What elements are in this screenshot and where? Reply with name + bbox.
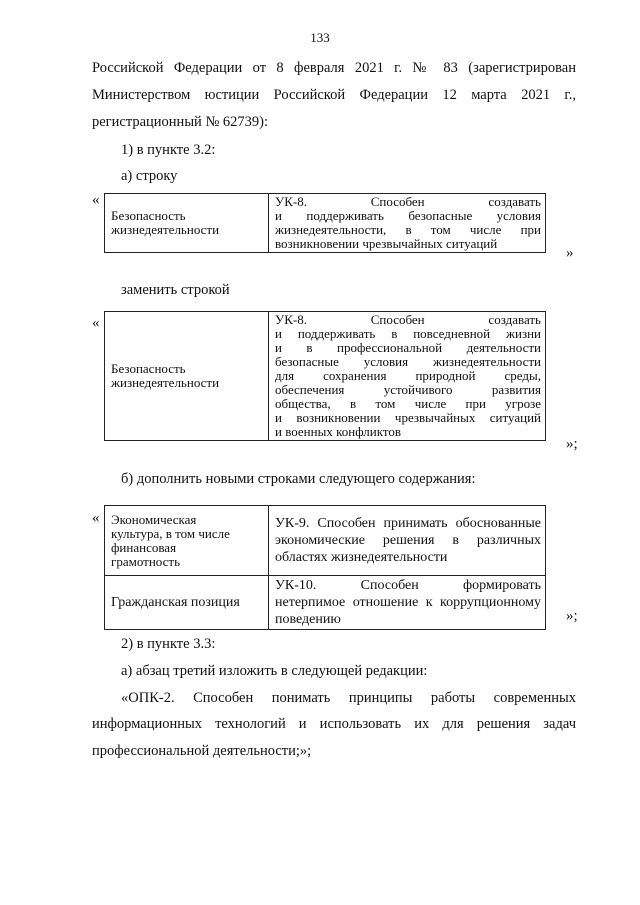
- item-1b-heading: б) дополнить новыми строками следующего содержания:: [121, 471, 476, 487]
- table-cell-competence: [269, 194, 546, 253]
- cell-line: нетерпимое отношение к коррупционному: [275, 595, 541, 610]
- cell-line: обеспечения устойчивого развития: [275, 382, 541, 397]
- intro-line-1: Российской Федерации от 8 февраля 2021 г. № 83 (зарегистрирован: [92, 60, 576, 76]
- opk-line-3: профессиональной деятельности;»;: [92, 743, 312, 759]
- table-cell-discipline: [105, 194, 269, 253]
- cell-line: Экономическая: [111, 511, 197, 527]
- opk-line-2: информационных технологий и использовать их для решения задач: [92, 716, 576, 732]
- table-row: [105, 576, 546, 630]
- cell-line: общества, в том числе при угрозе: [275, 396, 541, 411]
- quote-close-semicolon-mark: »;: [566, 608, 578, 624]
- item-2-heading: 2) в пункте 3.3:: [121, 636, 216, 652]
- cell-line: областях жизнедеятельности: [275, 550, 448, 565]
- cell-line: УК-9. Способен принимать обоснованные: [275, 516, 541, 531]
- item-1a-heading: а) строку: [121, 168, 178, 184]
- table-added-rows: [104, 505, 546, 630]
- cell-line: Безопасность: [111, 361, 186, 376]
- cell-line: культура, в том числе: [111, 525, 230, 541]
- cell-line: УК-8. Способен создавать: [275, 194, 541, 209]
- intro-line-3: регистрационный № 62739):: [92, 114, 269, 130]
- table-cell-discipline: [105, 312, 269, 441]
- cell-line: возникновении чрезвычайных ситуаций: [275, 236, 498, 251]
- cell-line: грамотность: [111, 553, 180, 569]
- page-number: 133: [310, 30, 330, 45]
- cell-line: финансовая: [111, 539, 177, 555]
- cell-line: и военных конфликтов: [275, 424, 402, 439]
- cell-line: Гражданская позиция: [111, 595, 240, 610]
- quote-close-semicolon-mark: »;: [566, 436, 578, 452]
- table-cell-competence: [269, 506, 546, 576]
- cell-line: и поддерживать безопасные условия: [275, 208, 541, 223]
- cell-line: безопасные условия жизнедеятельности: [275, 354, 541, 369]
- cell-line: УК-8. Способен создавать: [275, 312, 541, 327]
- replace-label: заменить строкой: [121, 282, 230, 298]
- table-cell-discipline: [105, 506, 269, 576]
- cell-line: Безопасность: [111, 208, 186, 223]
- cell-line: и поддерживать в повседневной жизни: [275, 326, 541, 341]
- table-row: [105, 194, 546, 253]
- item-1-heading: 1) в пункте 3.2:: [121, 142, 216, 158]
- table-cell-discipline: [105, 576, 269, 630]
- cell-line: экономические решения в различных: [275, 533, 541, 548]
- table-row: [105, 506, 546, 576]
- table-row: [105, 312, 546, 441]
- opk-line-1: «ОПК-2. Способен понимать принципы работы современных: [121, 690, 576, 706]
- table-cell-competence: [269, 576, 546, 630]
- cell-line: для сохранения природной среды,: [275, 368, 541, 383]
- cell-line: поведению: [275, 612, 341, 627]
- intro-line-2: Министерством юстиции Российской Федерации 12 марта 2021 г.,: [92, 87, 576, 103]
- table-cell-competence: [269, 312, 546, 441]
- cell-line: жизнедеятельности: [111, 375, 220, 390]
- cell-line: жизнедеятельности: [111, 222, 220, 237]
- cell-line: жизнедеятельности, в том числе при: [275, 222, 541, 237]
- cell-line: и возникновении чрезвычайных ситуаций: [275, 410, 541, 425]
- table-new-row: [104, 311, 546, 441]
- table-old-row: [104, 193, 546, 253]
- cell-line: УК-10. Способен формировать: [275, 578, 541, 593]
- item-2a-heading: а) абзац третий изложить в следующей редакции:: [121, 663, 428, 679]
- quote-close-mark: »: [566, 245, 574, 261]
- quote-open-mark: «: [92, 192, 100, 208]
- quote-open-mark: «: [92, 315, 100, 331]
- quote-open-mark: «: [92, 510, 100, 526]
- cell-line: и в профессиональной деятельности: [275, 340, 541, 355]
